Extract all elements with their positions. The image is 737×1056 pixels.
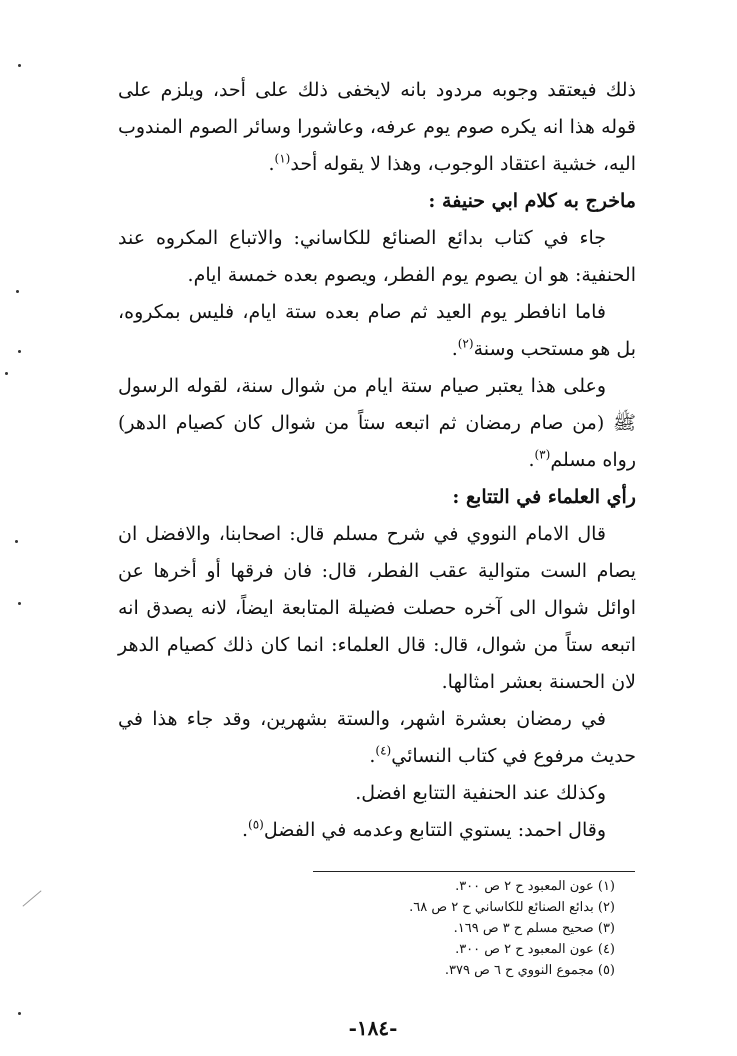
paragraph-4 [118, 368, 636, 479]
paragraph-6-text: في رمضان بعشرة اشهر، والستة بشهرين، وقد جاء هذا في حديث مرفوع في كتاب النسائي [118, 708, 636, 767]
scan-speck [18, 64, 21, 67]
scan-speck [18, 602, 21, 605]
paragraph-1 [118, 72, 636, 183]
footnote-ref-1: (١) [274, 151, 291, 166]
paragraph-4-text: وعلى هذا يعتبر صيام ستة ايام من شوال سنة، لقوله الرسول ﷺ (من صام رمضان ثم اتبعه ستاً من شوال كان كصيام الدهر) رواه مسلم [118, 375, 636, 471]
page-number: -١٨٤- [348, 1016, 398, 1040]
footnote-ref-5: (٥) [248, 817, 264, 832]
footnote-ref-4: (٤) [375, 743, 392, 758]
paragraph-7: وكذلك عند الحنفية التتابع افضل. [355, 782, 606, 804]
paragraph-3-end: . [451, 338, 458, 360]
footnote-ref-3: (٣) [534, 447, 551, 462]
paragraph-3 [118, 294, 636, 368]
footnote-item: (١) عون المعبود ح ٢ ص ٣٠٠. [455, 879, 615, 894]
footnote-item: (٢) بدائع الصنائع للكاساني ح ٢ ص ٦٨. [409, 900, 615, 915]
footnote-item: (٣) صحيح مسلم ح ٣ ص ١٦٩. [453, 921, 615, 936]
paragraph-1-text: ذلك فيعتقد وجوبه مردود بانه لايخفى ذلك على أحد، ويلزم على قوله هذا انه يكره صوم يوم عرفه، وعاشورا وسائر الصوم المندوب اليه، خشية اعتقاد الوجوب، وهذا لا يقوله أحد [118, 79, 636, 175]
footnote-item: (٥) مجموع النووي ح ٦ ص ٣٧٩. [444, 963, 615, 978]
heading-abu-hanifa: ماخرج به كلام ابي حنيفة : [428, 190, 636, 212]
paragraph-1-end: . [268, 153, 275, 175]
footnote-item: (٤) عون المعبود ح ٢ ص ٣٠٠. [455, 942, 615, 957]
footnote-ref-2: (٢) [457, 336, 474, 351]
scan-speck [16, 290, 19, 293]
footnote-divider [313, 871, 635, 872]
scan-speck [18, 350, 21, 353]
paragraph-8-text: وقال احمد: يستوي التتابع وعدمه في الفضل [263, 819, 606, 841]
paragraph-6 [118, 701, 636, 775]
paragraph-6-end: . [369, 745, 376, 767]
paragraph-5: قال الامام النووي في شرح مسلم قال: اصحابنا، والافضل ان يصام الست متوالية عقب الفطر، قال: فان فرقها أو أخرها عن اوائل شوال الى آخره حصلت فضيلة المتابعة ايضاً، لانه يصدق انه اتبعه ستاً من شوال، قال: قال العلماء: انما كان ذلك كصيام الدهر لان الحسنة بعشر امثالها. [118, 523, 636, 693]
footnotes [313, 876, 615, 981]
paragraph-4-end: . [528, 449, 535, 471]
scan-speck [5, 372, 8, 375]
heading-scholars-opinion: رأي العلماء في التتابع : [452, 486, 636, 508]
paragraph-8-end: . [241, 819, 248, 841]
scan-speck [18, 1012, 21, 1015]
paragraph-3-text: فاما انافطر يوم العيد ثم صام بعده ستة ايام، فليس بمكروه، بل هو مستحب وسنة [118, 301, 636, 360]
scan-speck [15, 540, 18, 543]
main-text [118, 72, 636, 849]
paragraph-8 [118, 812, 636, 849]
scan-mark [22, 890, 41, 906]
paragraph-2: جاء في كتاب بدائع الصنائع للكاساني: والاتباع المكروه عند الحنفية: هو ان يصوم يوم الفطر، ويصوم بعده خمسة ايام. [118, 227, 636, 286]
